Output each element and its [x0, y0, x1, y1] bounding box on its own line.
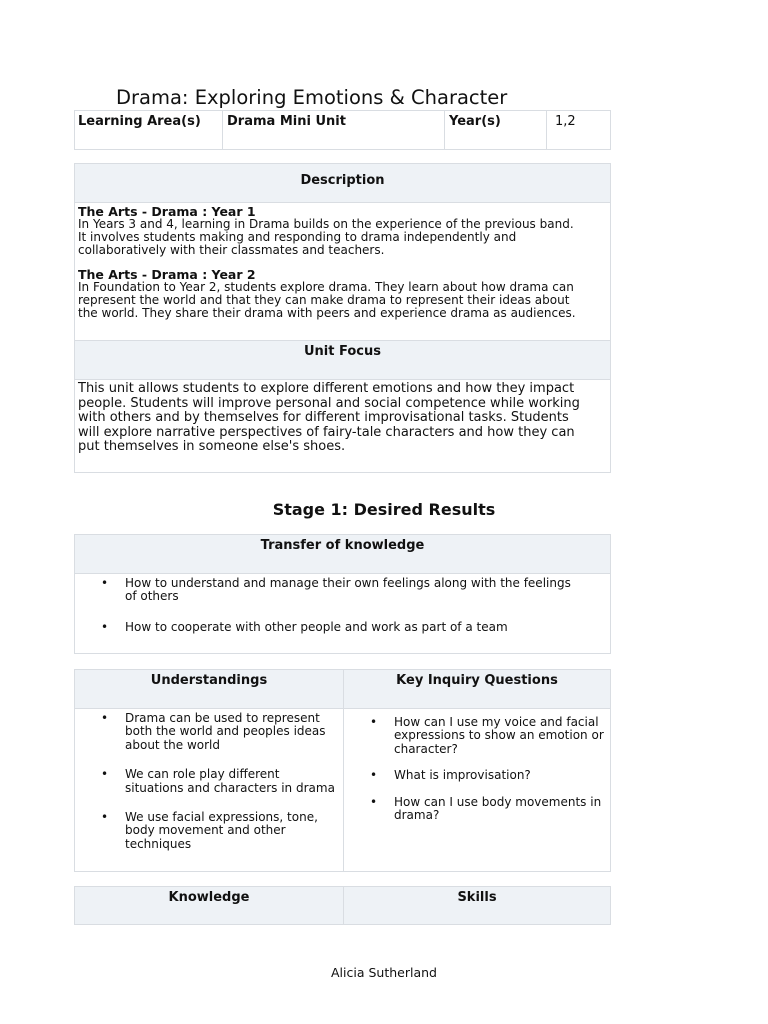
years-value: 1,2 — [546, 111, 610, 149]
year1-heading: The Arts - Drama : Year 1 — [78, 204, 256, 219]
list-item: • We use facial expressions, tone, body movement and other techniques — [125, 811, 337, 851]
year2-heading: The Arts - Drama : Year 2 — [78, 267, 256, 283]
description-table — [74, 163, 611, 473]
knowledge-header: Knowledge — [75, 887, 343, 924]
list-item: • How to understand and manage their own feelings along with the feelings of others — [125, 577, 580, 604]
document-title: Drama: Exploring Emotions & Character — [116, 86, 508, 109]
key-questions-header: Key Inquiry Questions — [343, 670, 610, 708]
understandings-table — [74, 669, 611, 872]
year2-text: In Foundation to Year 2, students explore drama. They learn about how drama can represent the world and that they can make drama to represent their ideas about the world. They share their drama with peers and experience drama as audiences. — [78, 280, 576, 320]
list-item: • We can role play different situations and characters in drama — [125, 768, 337, 795]
transfer-table — [74, 534, 611, 654]
list-item: • Drama can be used to represent both the world and peoples ideas about the world — [125, 712, 337, 752]
skills-header: Skills — [343, 887, 610, 924]
list-item: • What is improvisation? — [394, 769, 604, 782]
unit-focus-header: Unit Focus — [75, 340, 610, 379]
list-item: • How can I use my voice and facial expressions to show an emotion or character? — [394, 716, 604, 756]
understandings-list — [125, 712, 337, 851]
year1-text: In Years 3 and 4, learning in Drama builds on the experience of the previous band. It involves students making and responding to drama independently and collaboratively with their classmates and teachers. — [78, 217, 574, 257]
transfer-body — [75, 573, 610, 634]
list-item: • How can I use body movements in drama? — [394, 796, 604, 823]
footer-author: Alicia Sutherland — [331, 965, 437, 980]
transfer-header: Transfer of knowledge — [75, 535, 610, 573]
key-questions-body — [343, 709, 610, 872]
understandings-body — [75, 709, 343, 872]
unit-focus-text: This unit allows students to explore different emotions and how they impact people. Students will improve personal and social competence while working with others and by themselves for different improvisational tasks. Students will explore narrative perspectives of fairy-tale characters and how they can put themselves in someone else's shoes. — [75, 379, 610, 455]
years-label: Year(s) — [444, 111, 546, 149]
list-item: • How to cooperate with other people and work as part of a team — [125, 621, 580, 634]
description-body — [75, 202, 610, 340]
stage1-heading: Stage 1: Desired Results — [272, 500, 496, 519]
meta-table — [74, 110, 611, 150]
key-questions-list — [394, 716, 604, 822]
learning-area-label: Learning Area(s) — [78, 114, 201, 129]
transfer-list — [125, 577, 580, 634]
learning-area-value: Drama Mini Unit — [222, 111, 444, 149]
understandings-header: Understandings — [75, 670, 343, 708]
knowledge-skills-table — [74, 886, 611, 925]
description-header: Description — [75, 164, 610, 202]
